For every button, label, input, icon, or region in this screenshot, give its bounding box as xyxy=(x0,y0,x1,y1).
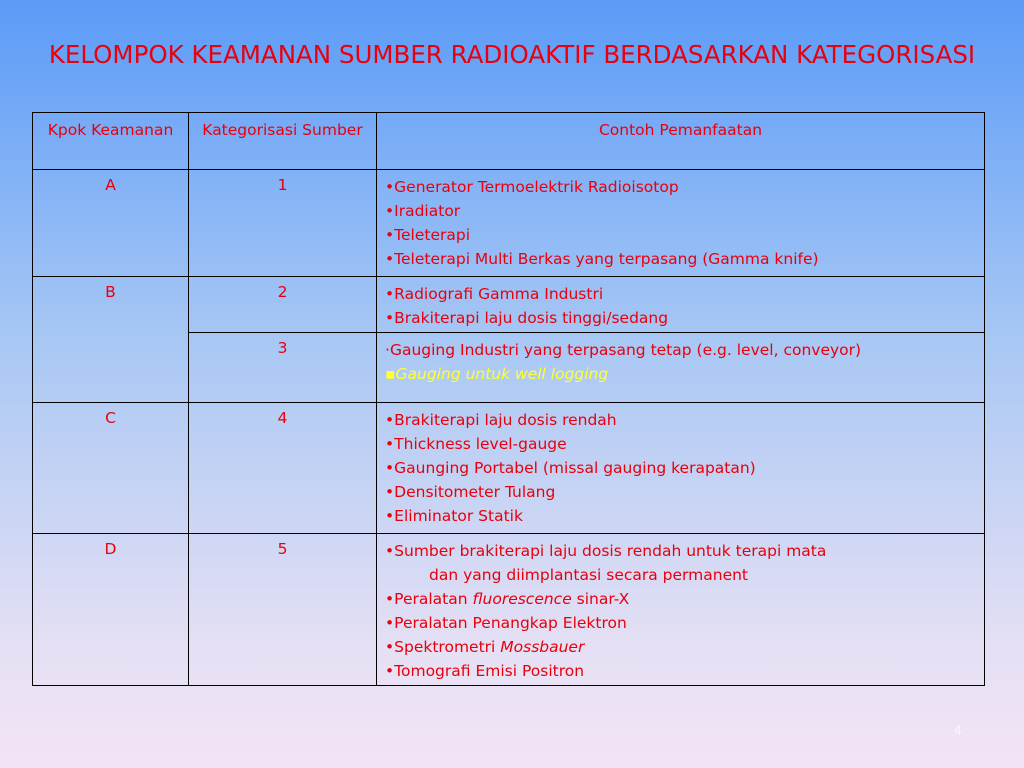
list-item: •Brakiterapi laju dosis tinggi/sedang xyxy=(385,309,669,327)
category-cell: 5 xyxy=(189,534,377,686)
usage-cell xyxy=(377,403,985,534)
list-item: •Radiografi Gamma Industri xyxy=(385,285,604,303)
list-item-highlighted: ▪Gauging untuk well logging xyxy=(385,365,609,383)
slide-title: KELOMPOK KEAMANAN SUMBER RADIOAKTIF BERDASARKAN KATEGORISASI xyxy=(48,40,976,69)
list-item: •Sumber brakiterapi laju dosis rendah untuk terapi mata dan yang diimplantasi secara permanent xyxy=(385,542,827,584)
group-cell: A xyxy=(33,170,189,277)
security-group-table xyxy=(32,112,985,686)
category-cell: 4 xyxy=(189,403,377,534)
header-security-group: Kpok Keamanan xyxy=(33,113,189,170)
list-item: •Generator Termoelektrik Radioisotop xyxy=(385,178,679,196)
list-item: •Iradiator xyxy=(385,202,461,220)
list-item: •Spektrometri Mossbauer xyxy=(385,638,585,656)
table-row xyxy=(33,170,985,277)
list-item: •Brakiterapi laju dosis rendah xyxy=(385,411,617,429)
usage-cell xyxy=(377,333,985,403)
usage-cell xyxy=(377,170,985,277)
table-header-row xyxy=(33,113,985,170)
header-source-category: Kategorisasi Sumber xyxy=(189,113,377,170)
usage-cell xyxy=(377,277,985,333)
header-usage-examples: Contoh Pemanfaatan xyxy=(377,113,985,170)
group-cell: C xyxy=(33,403,189,534)
category-cell: 2 xyxy=(189,277,377,333)
list-item: •Tomografi Emisi Positron xyxy=(385,662,585,680)
list-item: •Densitometer Tulang xyxy=(385,483,556,501)
table-row xyxy=(33,277,985,333)
table-row xyxy=(33,534,985,686)
table-row xyxy=(33,403,985,534)
list-item: ·Gauging Industri yang terpasang tetap (e.g. level, conveyor) xyxy=(385,341,862,359)
category-cell: 3 xyxy=(189,333,377,403)
list-item: •Eliminator Statik xyxy=(385,507,523,525)
list-item: •Teleterapi Multi Berkas yang terpasang (Gamma knife) xyxy=(385,250,819,268)
slide-number: 4 xyxy=(953,724,962,739)
list-item: •Teleterapi xyxy=(385,226,470,244)
list-item: •Thickness level-gauge xyxy=(385,435,567,453)
list-item: •Peralatan fluorescence sinar-X xyxy=(385,590,630,608)
list-item: •Peralatan Penangkap Elektron xyxy=(385,614,627,632)
group-cell: B xyxy=(33,277,189,403)
usage-cell xyxy=(377,534,985,686)
list-item: •Gaunging Portabel (missal gauging kerapatan) xyxy=(385,459,756,477)
category-cell: 1 xyxy=(189,170,377,277)
group-cell: D xyxy=(33,534,189,686)
